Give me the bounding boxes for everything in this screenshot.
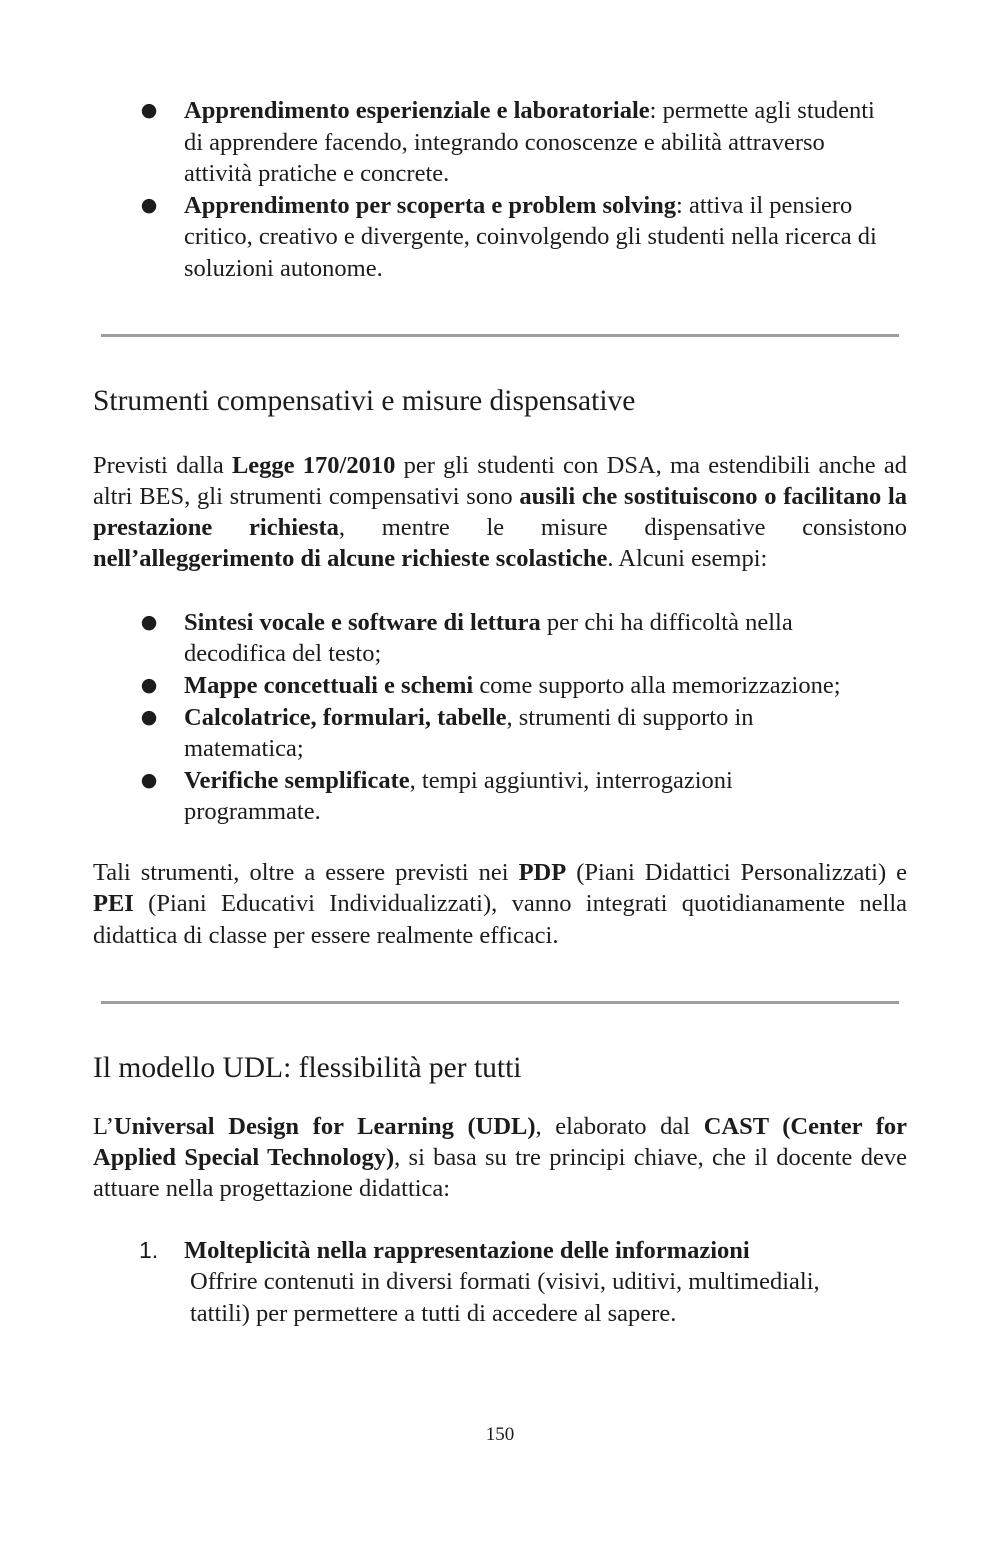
list-item-text: : attiva il pensiero critico, creativo e divergente, coinvolgendo gli studenti nella ricerca di soluzioni autonome. — [184, 191, 877, 282]
bold-run: CAST (Center for Applied Special Technology) — [93, 1112, 907, 1172]
bullet-icon: ● — [140, 768, 158, 791]
text-run: Tali strumenti, oltre a essere previsti nei — [93, 858, 519, 886]
paragraph-strumenti-closing — [93, 857, 907, 951]
bullet-icon: ● — [140, 193, 158, 216]
text-run: , elaborato dal — [535, 1112, 704, 1140]
section-divider — [101, 1001, 899, 1004]
page-body — [93, 95, 907, 1329]
list-item — [93, 702, 907, 765]
text-run: L’ — [93, 1112, 114, 1140]
page-number: 150 — [485, 1424, 515, 1445]
bold-run: Legge 170/2010 — [231, 451, 396, 479]
bullet-icon: ● — [140, 99, 158, 121]
text-run: (Piani Educativi Individualizzati), vanno integrati quotidianamente nella didattica di classe per essere realmente efficaci. — [93, 890, 907, 949]
bullet-icon: ● — [140, 610, 158, 633]
list-item — [93, 95, 907, 190]
list-item — [93, 670, 907, 702]
section-divider — [101, 334, 899, 337]
bold-run: ausili che sostituiscono o facilitano la prestazione richiesta — [93, 482, 907, 542]
list-item-number: 1. — [139, 1236, 159, 1263]
bold-run: nell’alleggerimento di alcune richieste scolastiche — [93, 545, 608, 573]
list-item — [93, 765, 907, 828]
text-run: (Piani Didattici Personalizzati) e — [566, 858, 907, 886]
list-item — [93, 1235, 907, 1330]
bullet-icon: ● — [140, 673, 158, 696]
list-item-term: Apprendimento per scoperta e problem solving — [184, 191, 677, 219]
list-item — [93, 607, 907, 670]
paragraph-udl-intro — [93, 1111, 907, 1205]
list-item-text: , tempi aggiuntivi, interrogazioni programmate. — [184, 766, 733, 826]
bullet-list-learning-methods — [93, 95, 907, 285]
text-run: . Alcuni esempi: — [607, 545, 768, 573]
bullet-list-tools — [93, 607, 907, 828]
list-item-text: come supporto alla memorizzazione; — [473, 671, 841, 699]
paragraph-strumenti-intro — [93, 450, 907, 575]
text-run: , mentre le misure dispensative consistono — [338, 514, 907, 542]
list-item-term: Sintesi vocale e software di lettura — [184, 608, 541, 636]
text-run: , si basa su tre principi chiave, che il docente deve attuare nella progettazione didattica: — [93, 1144, 907, 1203]
list-item-term: Calcolatrice, formulari, tabelle — [184, 703, 507, 731]
list-item-term: Apprendimento esperienziale e laboratoriale — [184, 97, 650, 124]
list-item-term: Mappe concettuali e schemi — [184, 671, 474, 699]
list-item-text: : permette agli studenti di apprendere facendo, integrando conoscenze e abilità attraverso attività pratiche e concrete. — [184, 97, 875, 188]
numbered-list-udl-principles — [93, 1235, 907, 1330]
list-item-term: Molteplicità nella rappresentazione delle informazioni — [184, 1236, 750, 1264]
bullet-icon: ● — [140, 705, 158, 728]
list-item-term: Verifiche semplificate — [184, 766, 410, 794]
list-item-text: per chi ha difficoltà nella decodifica del testo; — [184, 608, 793, 668]
list-item — [93, 190, 907, 285]
section-heading-udl: Il modello UDL: flessibilità per tutti — [93, 1051, 522, 1084]
bold-run: PEI — [93, 890, 134, 918]
text-run: per gli studenti con DSA, ma estendibili anche ad altri BES, gli strumenti compensativi sono — [93, 451, 907, 510]
list-item-text: , strumenti di supporto in matematica; — [184, 703, 754, 763]
bold-run: PDP — [518, 858, 567, 886]
list-item-text: Offrire contenuti in diversi formati (visivi, uditivi, multimediali, tattili) per permettere a tutti di accedere al sapere. — [190, 1268, 820, 1327]
section-heading-strumenti: Strumenti compensativi e misure dispensative — [93, 384, 636, 417]
bold-run: Universal Design for Learning (UDL) — [113, 1112, 536, 1140]
text-run: Previsti dalla — [93, 451, 232, 479]
